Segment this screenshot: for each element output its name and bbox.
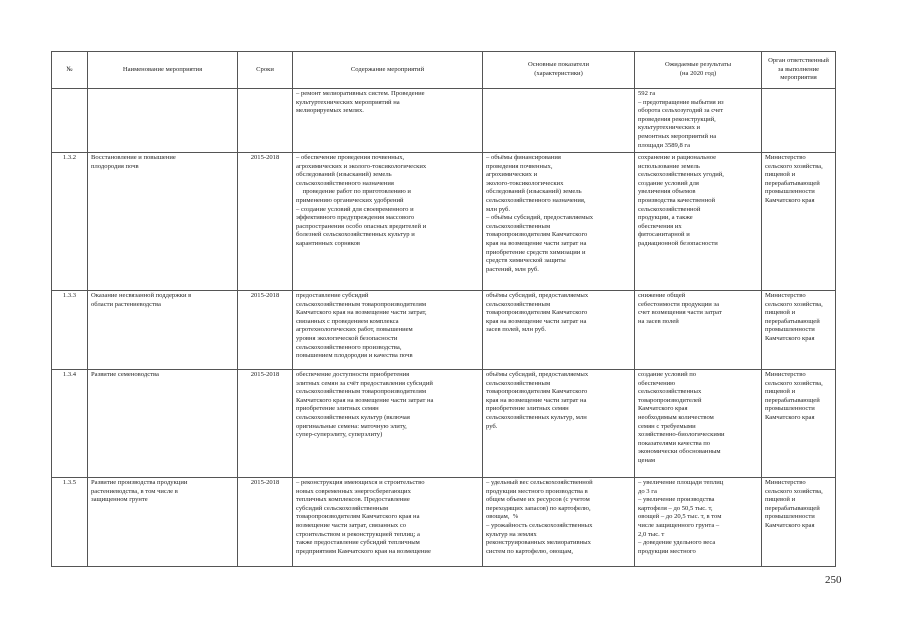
measure-term (238, 89, 293, 153)
page-number: 250 (825, 574, 842, 586)
header-authority: Орган ответственный за выполнение мероприятия (762, 52, 836, 89)
measure-term: 2015-2018 (238, 370, 293, 478)
measure-results: – увеличение площади теплиц до 3 га – увеличение производства картофеля – до 50,5 тыс. т, овощей – до 20,5 тыс. т, в том числе защищенного грунта – 2,0 тыс. т – доведение удельного веса продукции местного (635, 478, 762, 567)
measure-results: создание условий по обеспечению сельскохозяйственных товаропроизводителей Камчатского края необходимым количеством семян с требуемыми хозяйственно-биологическими показателями качества по экономически обоснованным ценам (635, 370, 762, 478)
measure-indicators: – удельный вес сельскохозяйственной продукции местного производства в общем объеме их ресурсов (с учетом переходящих запасов) по картофелю, овощам, % – урожайность сельскохозяйственных культур на землях реконструированных мелиоративных систем по картофелю, овощам, (483, 478, 635, 567)
responsible-authority: Министерство сельского хозяйства, пищевой и перерабатывающей промышленности Камчатского края (762, 291, 836, 370)
row-number (52, 89, 88, 153)
measure-results: сохранение и рациональное использование земель сельскохозяйственных угодий, создание условий для увеличения объемов производства качественной сельскохозяйственной продукции, а также обеспечения их фитосанитарной и радиационной безопасности (635, 153, 762, 291)
table-row (52, 478, 836, 567)
header-content: Содержание мероприятий (293, 52, 483, 89)
document-page (51, 51, 836, 567)
measure-indicators: объёмы субсидий, предоставляемых сельскохозяйственным товаропроизводителям Камчатского края на возмещение части затрат на засев полей, млн руб. (483, 291, 635, 370)
measure-name: Оказание несвязанной поддержки в области растениеводства (88, 291, 238, 370)
header-results: Ожидаемые результаты (на 2020 год) (635, 52, 762, 89)
row-number: 1.3.2 (52, 153, 88, 291)
header-name: Наименование мероприятия (88, 52, 238, 89)
measure-term: 2015-2018 (238, 291, 293, 370)
measure-indicators: – объёмы финансирования проведения почвенных, агрохимических и эколого-токсикологических обследований (изысканий) земель сельскохозяйственного назначения, млн руб. – объёмы субсидий, предоставляемых сельскохозяйственным товаропроизводителям Камчатского края на возмещение части затрат на приобретение средств химизации и средств химической защиты растений, млн руб. (483, 153, 635, 291)
measure-results: снижение общей себестоимости продукции за счет возмещения части затрат на засев полей (635, 291, 762, 370)
measure-indicators (483, 89, 635, 153)
table-row (52, 153, 836, 291)
table-row (52, 89, 836, 153)
row-number: 1.3.5 (52, 478, 88, 567)
measure-content: – реконструкция имеющихся и строительство новых современных энергосберегающих тепличных комплексов. Предоставление субсидий сельскохозяйственным товаропроизводителям Камчатского края на возмещение части затрат, связанных со строительством и реконструкцией теплиц; а также предоставление субсидий тепличным предприятиям Камчатского края на возмещение (293, 478, 483, 567)
measures-table (51, 51, 836, 567)
measure-name (88, 89, 238, 153)
responsible-authority: Министерство сельского хозяйства, пищевой и перерабатывающей промышленности Камчатского края (762, 153, 836, 291)
measure-term: 2015-2018 (238, 478, 293, 567)
measure-content: – ремонт мелиоративных систем. Проведение культуртехнических мероприятий на мелиорируемых землях. (293, 89, 483, 153)
header-no: № (52, 52, 88, 89)
measure-content: предоставление субсидий сельскохозяйственным товаропроизводителям Камчатского края на возмещение части затрат, связанных с проведением комплекса агротехнологических работ, повышением уровня экологической безопасности сельскохозяйственного производства, повышением плодородия и качества почв (293, 291, 483, 370)
header-indicators: Основные показатели (характеристики) (483, 52, 635, 89)
header-term: Сроки (238, 52, 293, 89)
table-row (52, 370, 836, 478)
measure-results: 592 га – предотвращение выбытия из оборота сельхозугодий за счет проведения реконструкций, культуртехнических и ремонтных мероприятий на площади 3589,8 га (635, 89, 762, 153)
measure-term: 2015-2018 (238, 153, 293, 291)
measure-content: обеспечение доступности приобретения элитных семян за счёт предоставления субсидий сельскохозяйственным товаропроизводителям Камчатского края на возмещение части затрат на приобретение элитных семян сельскохозяйственных культур (включая оригинальные семена: маточную элиту, супер-суперэлиту, суперэлиту) (293, 370, 483, 478)
measure-name: Восстановление и повышение плодородия почв (88, 153, 238, 291)
table-row (52, 291, 836, 370)
measure-content: – обеспечение проведения почвенных, агрохимических и эколого-токсикологических обследований (изысканий) земель сельскохозяйственного назначения проведение работ по приготовлению и применению органических удобрений – создание условий для своевременного и эффективного предупреждения массового распространения особо опасных вредителей и болезней сельскохозяйственных культур и карантинных сорняков (293, 153, 483, 291)
responsible-authority: Министерство сельского хозяйства, пищевой и перерабатывающей промышленности Камчатского края (762, 370, 836, 478)
responsible-authority (762, 89, 836, 153)
row-number: 1.3.4 (52, 370, 88, 478)
measure-name: Развитие производства продукции растениеводства, в том числе в защищенном грунте (88, 478, 238, 567)
responsible-authority: Министерство сельского хозяйства, пищевой и перерабатывающей промышленности Камчатского края (762, 478, 836, 567)
row-number: 1.3.3 (52, 291, 88, 370)
measure-name: Развитие семеноводства (88, 370, 238, 478)
measure-indicators: объёмы субсидий, предоставляемых сельскохозяйственным товаропроизводителям Камчатского края на возмещение части затрат на приобретение элитных семян сельскохозяйственных культур, млн руб. (483, 370, 635, 478)
table-header-row (52, 52, 836, 89)
